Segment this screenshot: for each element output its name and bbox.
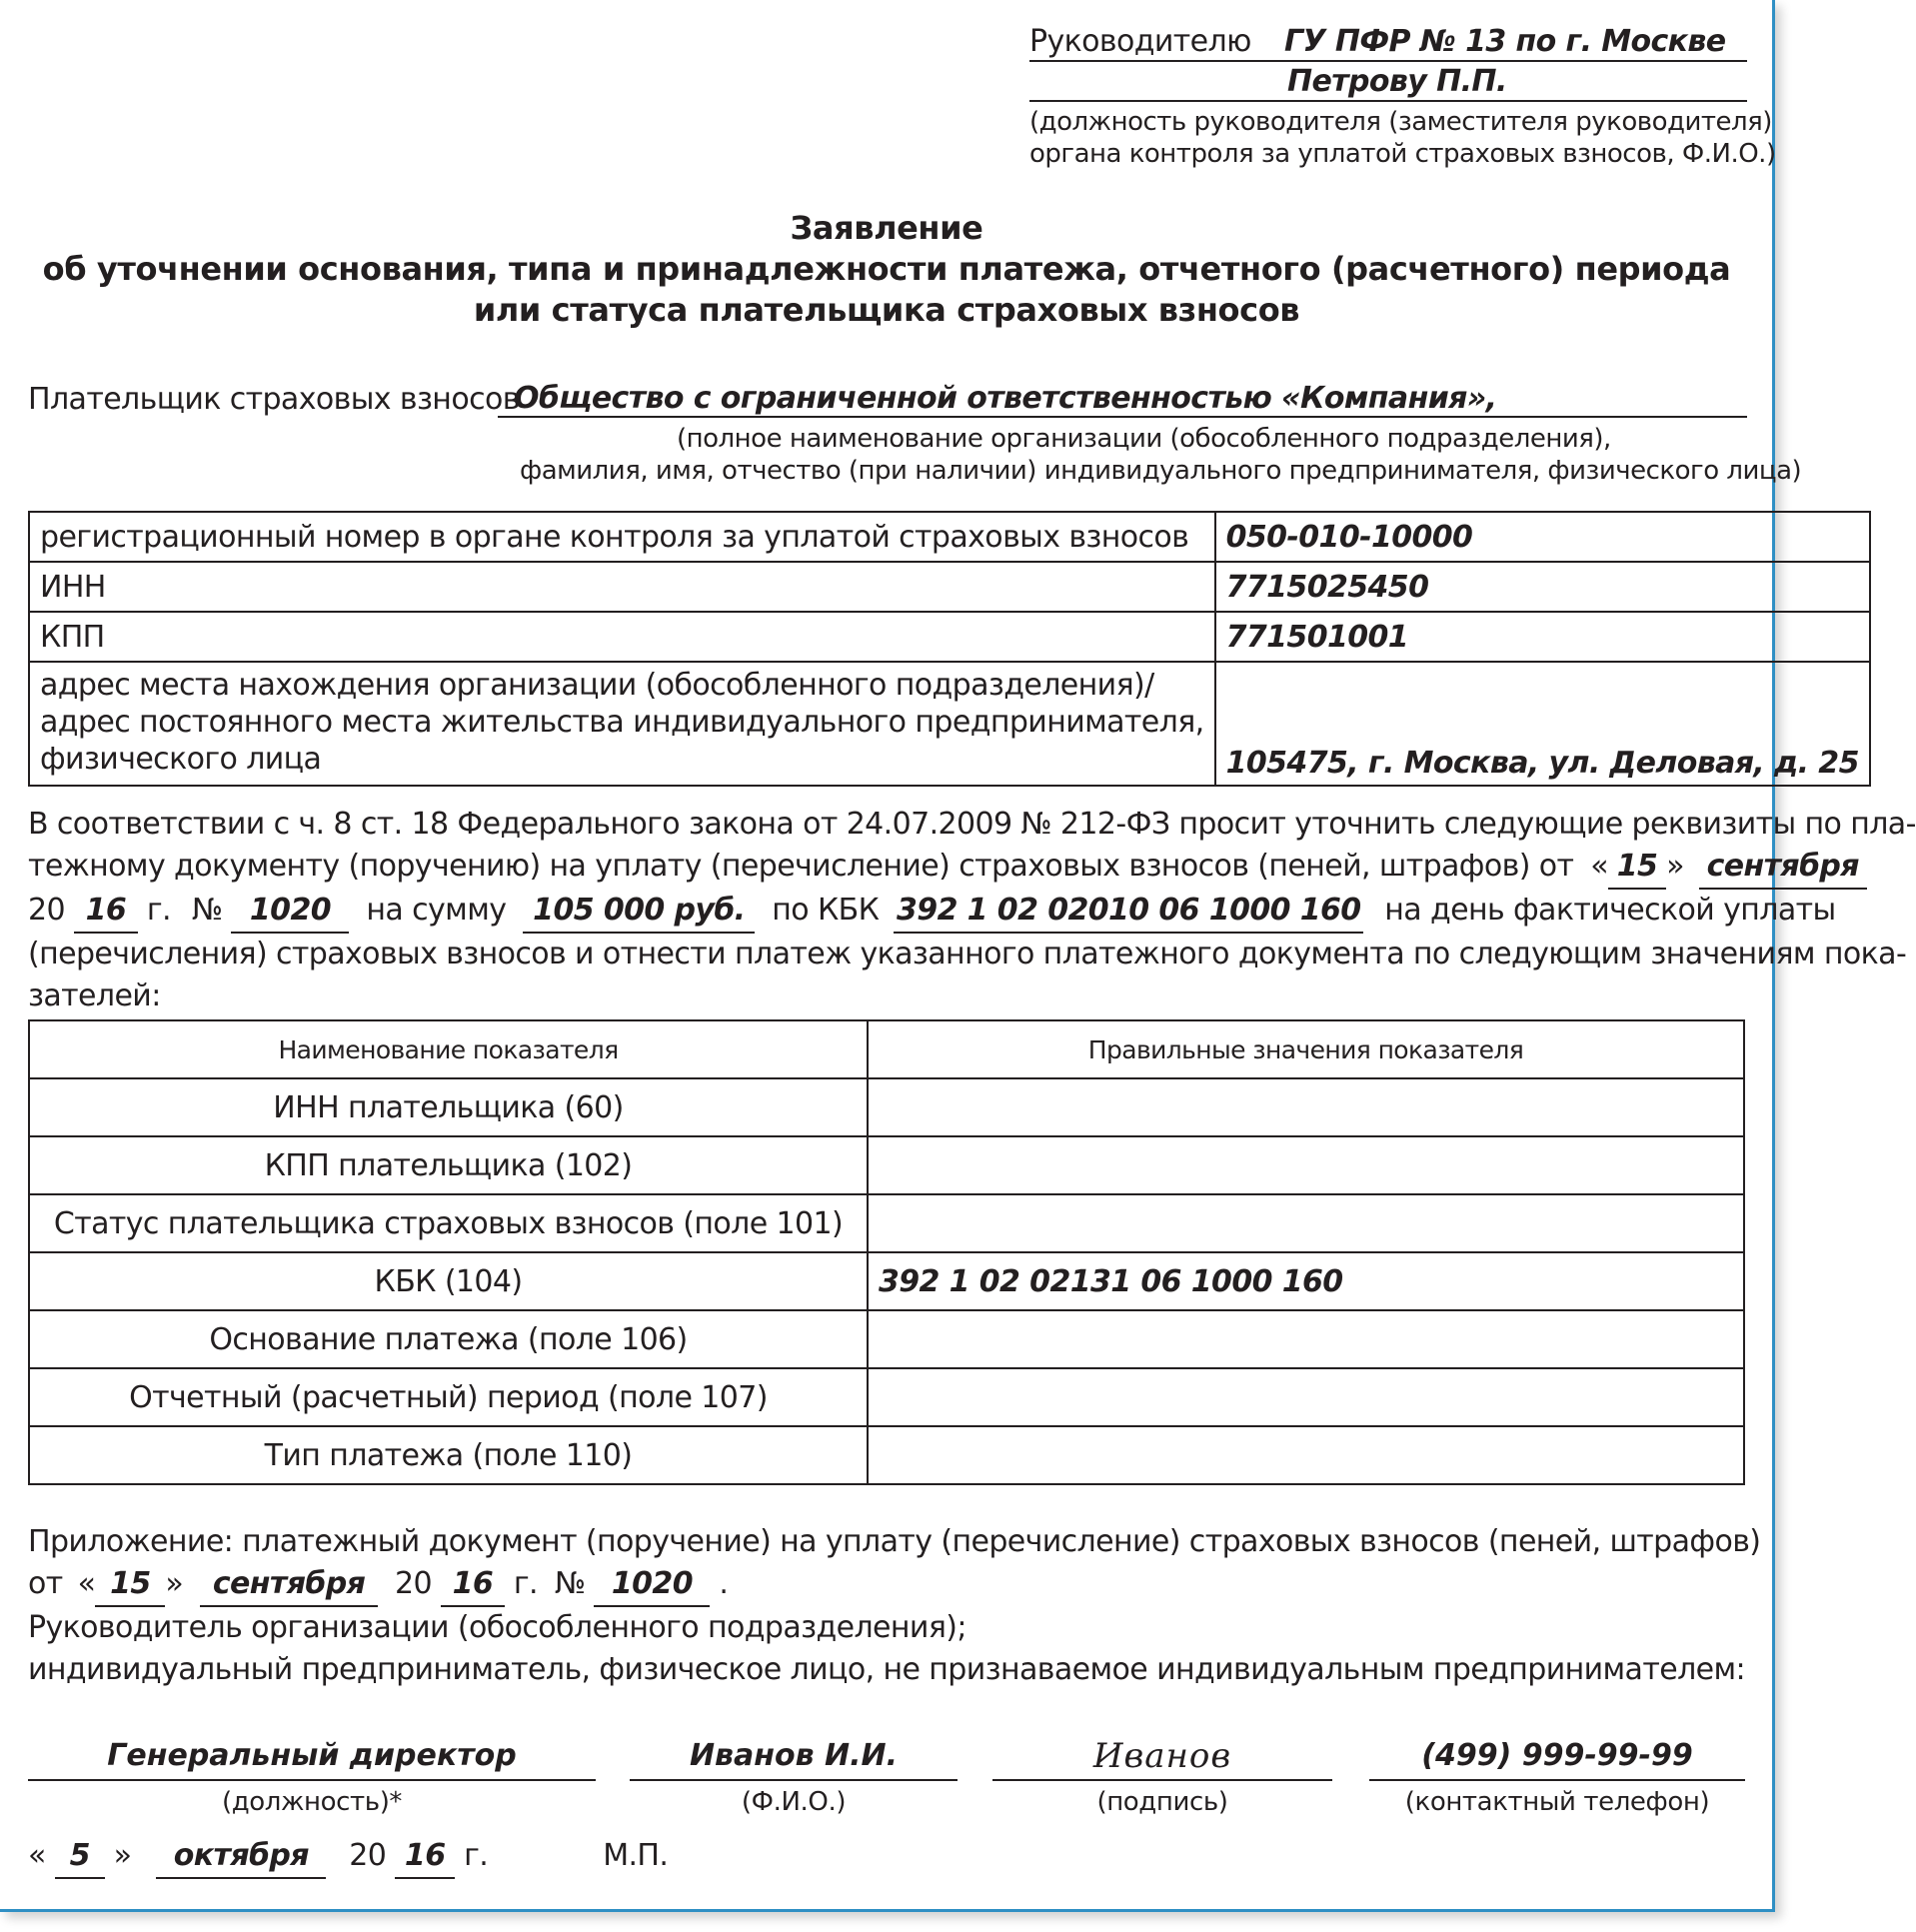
signature-fio [630,1733,958,1817]
position-value: Генеральный директор [28,1733,596,1781]
table-row [29,1136,1744,1194]
sum-label: на сумму [366,893,507,928]
number-sign: № [554,1566,586,1601]
payer-value: Общество с ограниченной ответственностью «Компания», [514,381,1497,416]
indicator-value [868,1078,1744,1136]
recipient-caption-2: органа контроля за уплатой страховых взносов, Ф.И.О.) [1029,139,1776,169]
requisite-value: 105475, г. Москва, ул. Деловая, д. 25 [1215,662,1870,786]
payment-month: сентября [1699,846,1867,890]
kbk-label: по КБК [772,893,880,928]
table-header-row [29,1020,1744,1078]
attachment-from: от [28,1566,63,1601]
document-title [28,208,1745,331]
indicator-name: КБК (104) [29,1252,868,1310]
year-prefix: 20 [28,893,65,928]
payment-day: 15 [1608,846,1666,890]
quote-close: » [1666,849,1684,884]
payer-label: Плательщик страховых взносов [28,382,520,417]
table-row [29,1252,1744,1310]
payment-kbk: 392 1 02 02010 06 1000 160 [894,890,1363,934]
table-row [29,1368,1744,1426]
stamp-place: М.П. [603,1838,669,1873]
body-line-2 [28,846,1859,890]
body-line-2-text: тежному документу (поручению) на уплату (перечисление) страховых взносов (пеней, штрафов) от [28,849,1574,884]
quote-open: « [1590,849,1609,884]
indicator-value [868,1194,1744,1252]
attachment-year: 16 [441,1563,505,1607]
body-line-4: (перечисления) страховых взносов и отнести платеж указанного платежного документа по следующим значениям пока- [28,937,1907,971]
requisite-value: 050-010-10000 [1215,512,1870,562]
position-caption: (должность)* [221,1787,403,1817]
requisite-label: КПП [29,612,1215,662]
indicator-value: 392 1 02 02131 06 1000 160 [868,1252,1744,1310]
year-prefix: 20 [394,1566,432,1601]
attachment-number: 1020 [594,1563,710,1607]
payer-caption-1: (полное наименование организации (обособленного подразделения), [677,424,1611,454]
body-line-5: зателей: [28,978,161,1013]
year-suffix: г. [464,1838,489,1873]
table-row [29,512,1870,562]
attachment-end: . [719,1566,729,1601]
signature-phone [1369,1733,1745,1817]
attachment-month: сентября [200,1563,378,1607]
indicators-table [28,1019,1745,1485]
requisite-label [29,662,1215,786]
indicator-value [868,1426,1744,1484]
quote-open: « [77,1566,96,1601]
indicator-value [868,1310,1744,1368]
requisite-label: регистрационный номер в органе контроля за уплатой страховых взносов [29,512,1215,562]
signature-caption: (подпись) [1096,1787,1228,1817]
table-row [29,1310,1744,1368]
indicator-value [868,1136,1744,1194]
column-header: Наименование показателя [29,1020,868,1078]
date-day: 5 [55,1835,105,1879]
address-label-line-1: адрес места нахождения организации (обособленного подразделения)/ [40,668,1154,703]
fio-caption: (Ф.И.О.) [741,1787,847,1817]
year-prefix: 20 [349,1838,387,1873]
indicator-name: ИНН плательщика (60) [29,1078,868,1136]
body-line-3 [28,890,1836,934]
requisites-table [28,511,1871,787]
date-month: октября [156,1835,326,1879]
recipient-block [1029,22,1776,170]
address-label-line-2: адрес постоянного места жительства индивидуального предпринимателя, [40,705,1204,740]
recipient-label: Руководителю [1029,24,1251,59]
attachment-line-2 [28,1563,1747,1607]
signature-position [28,1733,596,1817]
signature-sign [992,1733,1332,1817]
table-row [29,1078,1744,1136]
number-sign: № [191,893,223,928]
date-row [28,1835,668,1879]
payment-year: 16 [74,890,138,934]
payment-number: 1020 [231,890,349,934]
attachment-day: 15 [95,1563,165,1607]
indicator-name: Отчетный (расчетный) период (поле 107) [29,1368,868,1426]
table-row [29,662,1870,786]
indicator-name: Тип платежа (поле 110) [29,1426,868,1484]
phone-value: (499) 999-99-99 [1369,1733,1745,1781]
address-label-line-3: физического лица [40,742,322,777]
recipient-name: Петрову П.П. [1287,64,1507,99]
body-after-kbk: на день фактической уплаты [1384,893,1836,928]
requisite-value: 771501001 [1215,612,1870,662]
title-line-2: об уточнении основания, типа и принадлежности платежа, отчетного (расчетного) периода [42,250,1731,288]
body-line-1: В соответствии с ч. 8 ст. 18 Федерального закона от 24.07.2009 № 212-ФЗ просит уточнить следующие реквизиты по пла- [28,807,1916,842]
table-row [29,1194,1744,1252]
quote-close: » [113,1838,132,1873]
attachment-line-4: индивидуальный предприниматель, физическое лицо, не признаваемое индивидуальным предпринимателем: [28,1652,1746,1687]
recipient-caption-1: (должность руководителя (заместителя руководителя) [1029,107,1772,137]
attachment-line-1: Приложение: платежный документ (поручение) на уплату (перечисление) страховых взносов (пеней, штрафов) [28,1524,1761,1559]
indicator-name: Статус плательщика страховых взносов (поле 101) [29,1194,868,1252]
title-line-3: или статуса плательщика страховых взносов [473,291,1300,329]
handwritten-signature: Иванов [992,1733,1332,1781]
table-row [29,562,1870,612]
recipient-org: ГУ ПФР № 13 по г. Москве [1284,24,1726,59]
quote-open: « [28,1838,46,1873]
title-line-1: Заявление [790,209,983,247]
date-year: 16 [395,1835,455,1879]
phone-caption: (контактный телефон) [1404,1787,1710,1817]
table-row [29,1426,1744,1484]
attachment-block [28,1521,1761,1691]
table-row [29,612,1870,662]
requisite-label: ИНН [29,562,1215,612]
payer-field [498,376,1747,418]
indicator-name: КПП плательщика (102) [29,1136,868,1194]
attachment-line-3: Руководитель организации (обособленного подразделения); [28,1610,966,1645]
column-header: Правильные значения показателя [868,1020,1744,1078]
payment-sum: 105 000 руб. [523,890,755,934]
requisite-value: 7715025450 [1215,562,1870,612]
year-suffix: г. [146,893,171,928]
payer-caption-2: фамилия, имя, отчество (при наличии) индивидуального предпринимателя, физического лица) [520,456,1802,486]
indicator-value [868,1368,1744,1426]
body-paragraph [28,804,1916,1017]
indicator-name: Основание платежа (поле 106) [29,1310,868,1368]
year-suffix: г. [513,1566,538,1601]
fio-value: Иванов И.И. [630,1733,958,1781]
quote-close: » [165,1566,184,1601]
